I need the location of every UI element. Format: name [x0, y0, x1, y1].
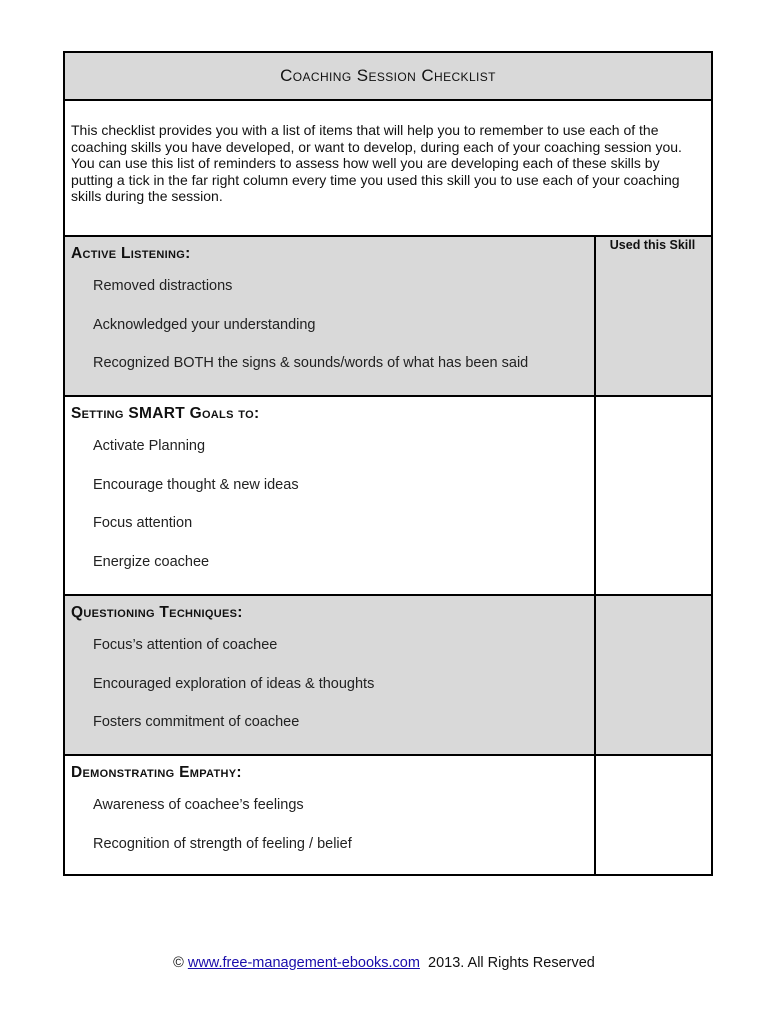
checklist-item: Recognized BOTH the signs & sounds/words of what has been said: [93, 355, 529, 371]
intro-paragraph: This checklist provides you with a list of items that will help you to remember to use each of the coaching skills you have developed, or want to develop, during each of your coaching session you. You can use this list of reminders to assess how well you are developing each of these skills by putting a tick in the far right column every time you used this skill you to use each of your coaching skills during the session.: [71, 122, 682, 204]
checklist-item: Removed distractions: [93, 278, 233, 294]
checklist-item: Encourage thought & new ideas: [93, 477, 299, 493]
copyright-symbol: ©: [173, 955, 184, 971]
tick-cell[interactable]: [594, 237, 711, 395]
section-content: [65, 596, 594, 754]
section-heading: Setting SMART Goals to:: [71, 405, 260, 422]
checklist-item: Fosters commitment of coachee: [93, 714, 300, 730]
footer: [0, 955, 768, 971]
section-content: [65, 756, 594, 874]
title-row: [65, 53, 711, 101]
section-content: [65, 237, 594, 395]
checklist-item: Energize coachee: [93, 554, 210, 570]
checklist-item: Recognition of strength of feeling / belief: [93, 836, 352, 852]
checklist-item: Activate Planning: [93, 438, 206, 454]
tick-cell[interactable]: [594, 397, 711, 594]
section-heading: Active Listening:: [71, 245, 191, 262]
section-demonstrating-empathy: [65, 754, 711, 874]
copyright-text: 2013. All Rights Reserved: [428, 955, 595, 971]
used-skill-column-header: Used this Skill: [609, 238, 696, 252]
checklist-item: Encouraged exploration of ideas & thoughts: [93, 676, 375, 692]
tick-cell[interactable]: [594, 596, 711, 754]
section-heading: Demonstrating Empathy:: [71, 764, 242, 781]
checklist-item: Acknowledged your understanding: [93, 317, 316, 333]
section-active-listening: [65, 235, 711, 395]
section-questioning-techniques: [65, 594, 711, 754]
section-smart-goals: [65, 395, 711, 594]
checklist-table: [63, 51, 713, 876]
checklist-item: Focus attention: [93, 515, 193, 531]
section-heading: Questioning Techniques:: [71, 604, 243, 621]
page-title: Coaching Session Checklist: [280, 66, 496, 85]
website-link[interactable]: www.free-management-ebooks.com: [187, 955, 420, 971]
tick-cell[interactable]: [594, 756, 711, 874]
section-content: [65, 397, 594, 594]
checklist-item: Awareness of coachee’s feelings: [93, 797, 304, 813]
checklist-item: Focus’s attention of coachee: [93, 637, 278, 653]
